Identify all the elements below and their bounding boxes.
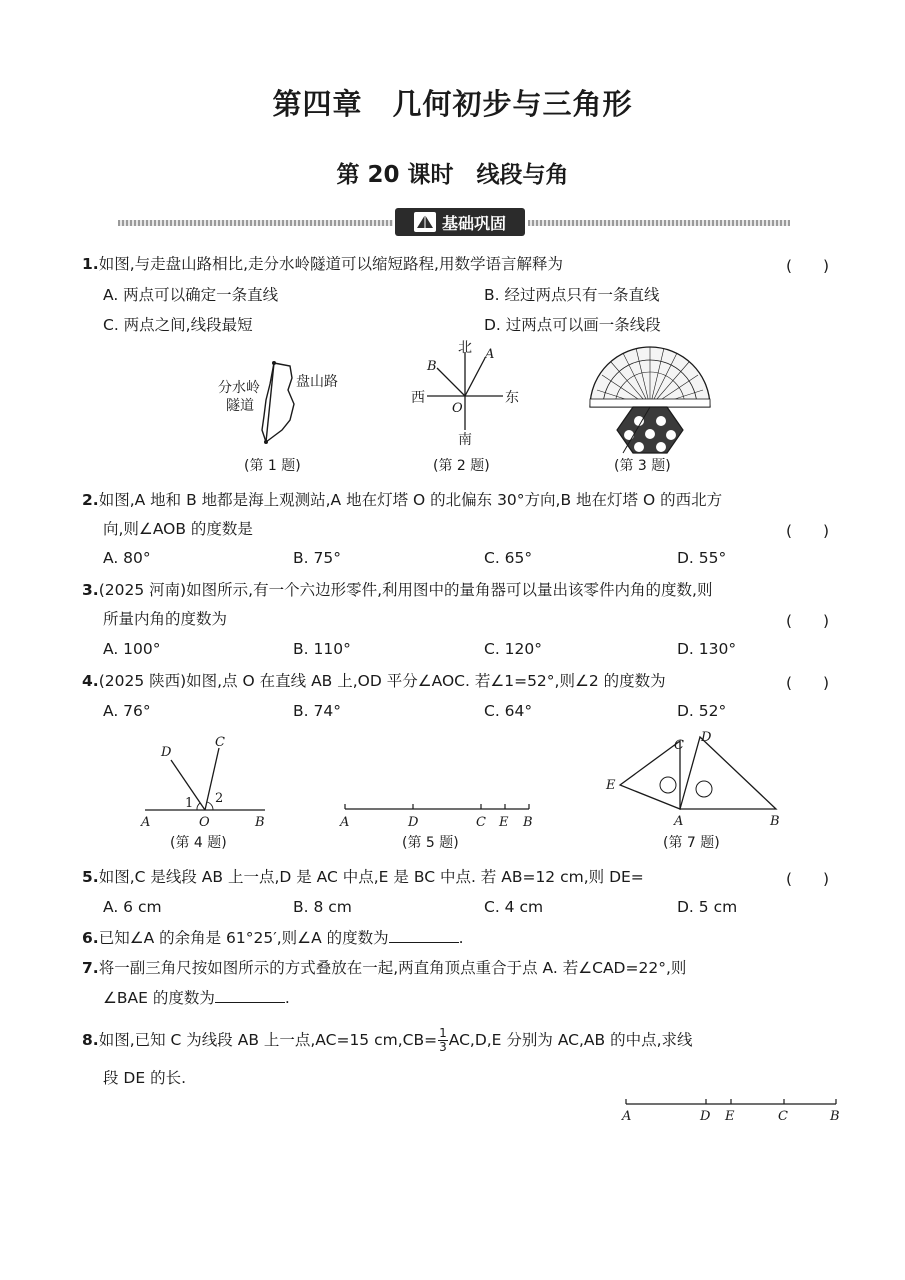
figure-4 [135, 730, 275, 830]
caption-figure-7: (第 7 题) [663, 835, 720, 851]
option-5c: C. 4 cm [484, 898, 544, 916]
question-text: 如图,C 是线段 AB 上一点,D 是 AC 中点,E 是 BC 中点. 若 AB=12 cm,则 DE= [98, 868, 644, 886]
banner-divider-left [118, 220, 393, 226]
option-1c: C. 两点之间,线段最短 [103, 316, 253, 334]
fig1-label-tunnel-2: 隧道 [226, 398, 254, 414]
answer-paren-3: ( ) [786, 612, 830, 630]
question-text: 已知∠A 的余角是 61°25′,则∠A 的度数为 [98, 929, 389, 947]
fig1-label-tunnel-1: 分水岭 [218, 380, 260, 396]
question-number: 6. [82, 929, 99, 947]
fig4-point-b: B [255, 815, 265, 830]
chapter-title: 第四章 几何初步与三角形 [272, 87, 633, 121]
question-2-line2: 向,则∠AOB 的度数是 [103, 520, 253, 538]
fig8-point-a: A [622, 1109, 632, 1124]
fig5-point-e: E [499, 815, 509, 830]
pyramid-icon [414, 212, 436, 232]
question-number: 8. [82, 1031, 99, 1049]
caption-figure-4: (第 4 题) [170, 835, 227, 851]
option-4b: B. 74° [293, 702, 341, 720]
answer-paren-1: ( ) [786, 257, 830, 275]
fig7-point-a: A [674, 814, 684, 829]
tunnel-line [266, 363, 274, 442]
fraction-one-third: $\frac{1}{3}$ [439, 1026, 447, 1054]
fig8-point-c: C [778, 1109, 788, 1124]
question-3 [82, 580, 712, 600]
caption-figure-2: (第 2 题) [433, 458, 490, 474]
option-1b: B. 经过两点只有一条直线 [484, 286, 660, 304]
section-banner-label: 基础巩固 [441, 213, 506, 233]
option-5d: D. 5 cm [677, 898, 738, 916]
question-text: ∠BAE 的度数为 [103, 989, 215, 1007]
fig2-point-b: B [427, 359, 437, 374]
option-2b: B. 75° [293, 549, 341, 567]
answer-blank-7[interactable] [215, 988, 285, 1003]
question-text-end: . [284, 989, 290, 1007]
fig2-north: 北 [458, 340, 472, 356]
question-4 [82, 671, 666, 691]
option-2d: D. 55° [677, 549, 727, 567]
fig7-point-c: C [674, 738, 684, 753]
fig7-point-d: D [701, 730, 712, 745]
fig8-point-e: E [725, 1109, 735, 1124]
figure-2 [405, 340, 535, 450]
figure-1 [210, 360, 370, 450]
question-3-line2: 所量内角的度数为 [103, 610, 228, 628]
answer-paren-5: ( ) [786, 870, 830, 888]
caption-figure-1: (第 1 题) [244, 458, 301, 474]
fig4-point-o: O [199, 815, 210, 830]
question-number: 1. [82, 255, 99, 273]
caption-figure-3: (第 3 题) [614, 458, 671, 474]
fig4-angle-1: 1 [185, 796, 194, 811]
option-3d: D. 130° [677, 640, 737, 658]
fig2-point-a: A [485, 347, 495, 362]
answer-paren-4: ( ) [786, 674, 830, 692]
option-4c: C. 64° [484, 702, 533, 720]
section-banner [395, 208, 525, 236]
figure-7 [600, 725, 790, 830]
question-number: 4. [82, 672, 99, 690]
question-text: 将一副三角尺按如图所示的方式叠放在一起,两直角顶点重合于点 A. 若∠CAD=22°,则 [98, 959, 687, 977]
fig2-south: 南 [458, 432, 472, 448]
figure-8 [618, 1092, 848, 1126]
fig7-point-b: B [770, 814, 780, 829]
question-text: 如图,已知 C 为线段 AB 上一点,AC=15 cm,CB= [98, 1031, 438, 1049]
option-1a: A. 两点可以确定一条直线 [103, 286, 279, 304]
question-number: 7. [82, 959, 99, 977]
answer-blank-6[interactable] [389, 928, 459, 943]
question-8 [82, 1027, 693, 1054]
option-2a: A. 80° [103, 549, 151, 567]
question-5 [82, 867, 644, 887]
option-3b: B. 110° [293, 640, 351, 658]
question-2 [82, 490, 722, 510]
fig2-point-o: O [452, 401, 463, 416]
lesson-title: 第 20 课时 线段与角 [336, 162, 569, 188]
option-2c: C. 65° [484, 549, 533, 567]
fig8-point-b: B [830, 1109, 840, 1124]
fig8-point-d: D [700, 1109, 711, 1124]
question-text: 如图,与走盘山路相比,走分水岭隧道可以缩短路程,用数学语言解释为 [98, 255, 563, 273]
fig4-angle-2: 2 [215, 791, 224, 806]
option-4d: D. 52° [677, 702, 727, 720]
question-text-cont: AC,D,E 分别为 AC,AB 的中点,求线 [448, 1031, 693, 1049]
fig5-point-d: D [408, 815, 419, 830]
option-5a: A. 6 cm [103, 898, 162, 916]
fig5-point-b: B [523, 815, 533, 830]
answer-paren-2: ( ) [786, 522, 830, 540]
fig4-point-c: C [215, 735, 225, 750]
question-text-end: . [458, 929, 464, 947]
option-5b: B. 8 cm [293, 898, 352, 916]
question-number: 2. [82, 491, 99, 509]
protractor [590, 347, 710, 407]
question-text: (2025 河南)如图所示,有一个六边形零件,利用图中的量角器可以量出该零件内角的度数,则 [98, 581, 713, 599]
option-3c: C. 120° [484, 640, 543, 658]
question-text: (2025 陕西)如图,点 O 在直线 AB 上,OD 平分∠AOC. 若∠1=52°,则∠2 的度数为 [98, 672, 666, 690]
caption-figure-5: (第 5 题) [402, 835, 459, 851]
fig4-point-d: D [161, 745, 172, 760]
question-1 [82, 254, 563, 274]
fig2-east: 东 [505, 390, 519, 406]
question-text: 如图,A 地和 B 地都是海上观测站,A 地在灯塔 O 的北偏东 30°方向,B 地在灯塔 O 的西北方 [98, 491, 723, 509]
question-number: 5. [82, 868, 99, 886]
fig4-point-a: A [141, 815, 151, 830]
question-6 [82, 928, 464, 948]
fig5-point-c: C [476, 815, 486, 830]
question-number: 3. [82, 581, 99, 599]
banner-divider-right [528, 220, 790, 226]
fig5-point-a: A [340, 815, 350, 830]
fig1-label-road: 盘山路 [296, 374, 338, 390]
figure-5 [335, 795, 545, 831]
fig7-point-e: E [606, 778, 616, 793]
option-4a: A. 76° [103, 702, 151, 720]
question-7-line2 [103, 988, 290, 1008]
question-8-line2: 段 DE 的长. [103, 1069, 187, 1087]
question-7 [82, 958, 686, 978]
option-1d: D. 过两点可以画一条线段 [484, 316, 661, 334]
option-3a: A. 100° [103, 640, 161, 658]
figure-3 [585, 345, 715, 455]
fig2-west: 西 [411, 390, 425, 406]
